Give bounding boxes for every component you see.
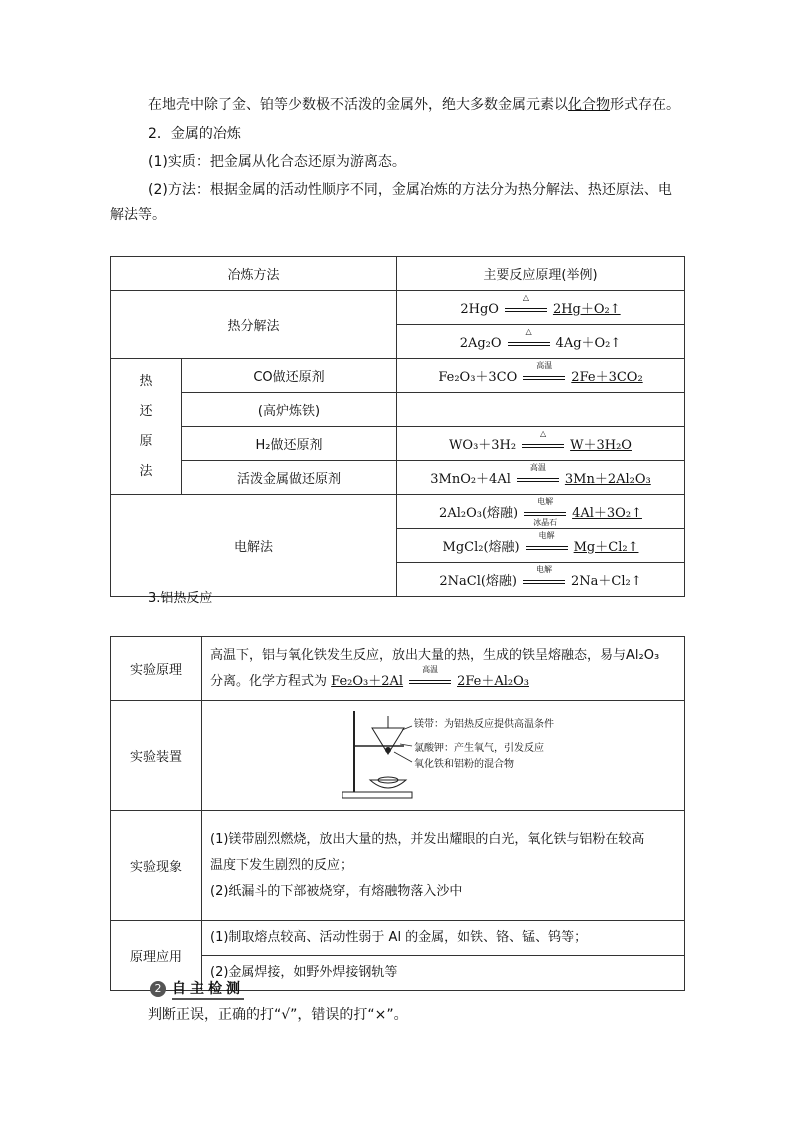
application-2: (2)金属焊接，如野外焊接钢轨等 xyxy=(202,956,685,991)
method-electrolysis: 电解法 xyxy=(111,495,397,597)
condition-arrow: 电解 xyxy=(523,573,565,589)
condition-arrow: 高温 xyxy=(517,471,559,487)
condition-arrow: △ xyxy=(508,335,550,351)
equation-ag2o: 2Ag₂O △ 4Ag＋O₂↑ xyxy=(397,325,685,359)
equation-nacl: 2NaCl(熔融) 电解 2Na＋Cl₂↑ xyxy=(397,563,685,597)
condition-arrow: 电解 冰晶石 xyxy=(524,505,566,521)
apparatus-cell xyxy=(202,701,685,811)
label-application: 原理应用 xyxy=(111,921,202,991)
section-thermite: 3.铝热反应 xyxy=(148,591,213,606)
intro-line1: 在地壳中除了金、铂等少数极不活泼的金属外，绝大多数金属元素以化合物形式存在。 xyxy=(148,97,680,113)
label-principle: 实验原理 xyxy=(111,637,202,701)
label-kclo3: 氯酸钾：产生氧气，引发反应 xyxy=(414,743,544,754)
reducing-agent-active-metal: 活泼金属做还原剂 xyxy=(182,461,397,495)
empty-cell xyxy=(397,393,685,427)
table-header: 主要反应原理(举例) xyxy=(397,257,685,291)
blast-furnace-note: (高炉炼铁) xyxy=(182,393,397,427)
equation-fe2o3-co: Fe₂O₃＋3CO 高温 2Fe＋3CO₂ xyxy=(397,359,685,393)
principle-text: 高温下，铝与氧化铁发生反应，放出大量的热，生成的铁呈熔融态，易与Al₂O₃ 分离。化学方程式为 Fe₂O₃＋2Al 高温 2Fe＋Al₂O₃ xyxy=(202,637,685,701)
condition-arrow: 电解 xyxy=(526,539,568,555)
label-magnesium: 镁带：为铝热反应提供高温条件 xyxy=(414,719,554,730)
instruction: 判断正误，正确的打“√”，错误的打“×”。 xyxy=(148,1007,408,1023)
smelting-methods-table xyxy=(110,256,685,597)
reducing-agent-h2: H₂做还原剂 xyxy=(182,427,397,461)
label-phenomena: 实验现象 xyxy=(111,811,202,921)
equation-hgo: 2HgO △ 2Hg＋O₂↑ xyxy=(397,291,685,325)
equation-wo3-h2: WO₃＋3H₂ △ W＋3H₂O xyxy=(397,427,685,461)
label-mixture: 氧化铁和铝粉的混合物 xyxy=(414,759,514,770)
label-apparatus: 实验装置 xyxy=(111,701,202,811)
method-thermal-reduction: 热 还 原 法 xyxy=(111,359,182,495)
condition-arrow: 高温 xyxy=(409,673,451,689)
condition-arrow: △ xyxy=(505,301,547,317)
reducing-agent-co: CO做还原剂 xyxy=(182,359,397,393)
application-1: (1)制取熔点较高、活动性弱于 Al 的金属，如铁、铬、锰、钨等； xyxy=(202,921,685,956)
method-paragraph: (2)方法：根据金属的活动性顺序不同，金属冶炼的方法分为热分解法、热还原法、电 xyxy=(148,182,672,198)
condition-arrow: 高温 xyxy=(523,369,565,385)
thermite-table xyxy=(110,636,685,991)
condition-arrow: △ xyxy=(522,437,564,453)
section-heading: 2．金属的冶炼 xyxy=(148,126,241,142)
table-header: 冶炼方法 xyxy=(111,257,397,291)
method-paragraph-cont: 解法等。 xyxy=(110,207,166,223)
self-check-title: 自主检测 xyxy=(172,978,244,1000)
phenomena-text: (1)镁带剧烈燃烧，放出大量的热，并发出耀眼的白光，氧化铁与铝粉在较高 温度下发生剧烈的反应； (2)纸漏斗的下部被烧穿，有熔融物落入沙中 xyxy=(202,811,685,921)
number-badge-icon: 2 xyxy=(150,981,166,997)
equation-al2o3: 2Al₂O₃(熔融) 电解 冰晶石 4Al＋3O₂↑ xyxy=(397,495,685,529)
self-check-heading xyxy=(150,978,244,1000)
equation-mno2-al: 3MnO₂＋4Al 高温 3Mn＋2Al₂O₃ xyxy=(397,461,685,495)
essence-paragraph: (1)实质：把金属从化合态还原为游离态。 xyxy=(148,154,406,170)
equation-mgcl2: MgCl₂(熔融) 电解 Mg＋Cl₂↑ xyxy=(397,529,685,563)
method-thermal-decomposition: 热分解法 xyxy=(111,291,397,359)
